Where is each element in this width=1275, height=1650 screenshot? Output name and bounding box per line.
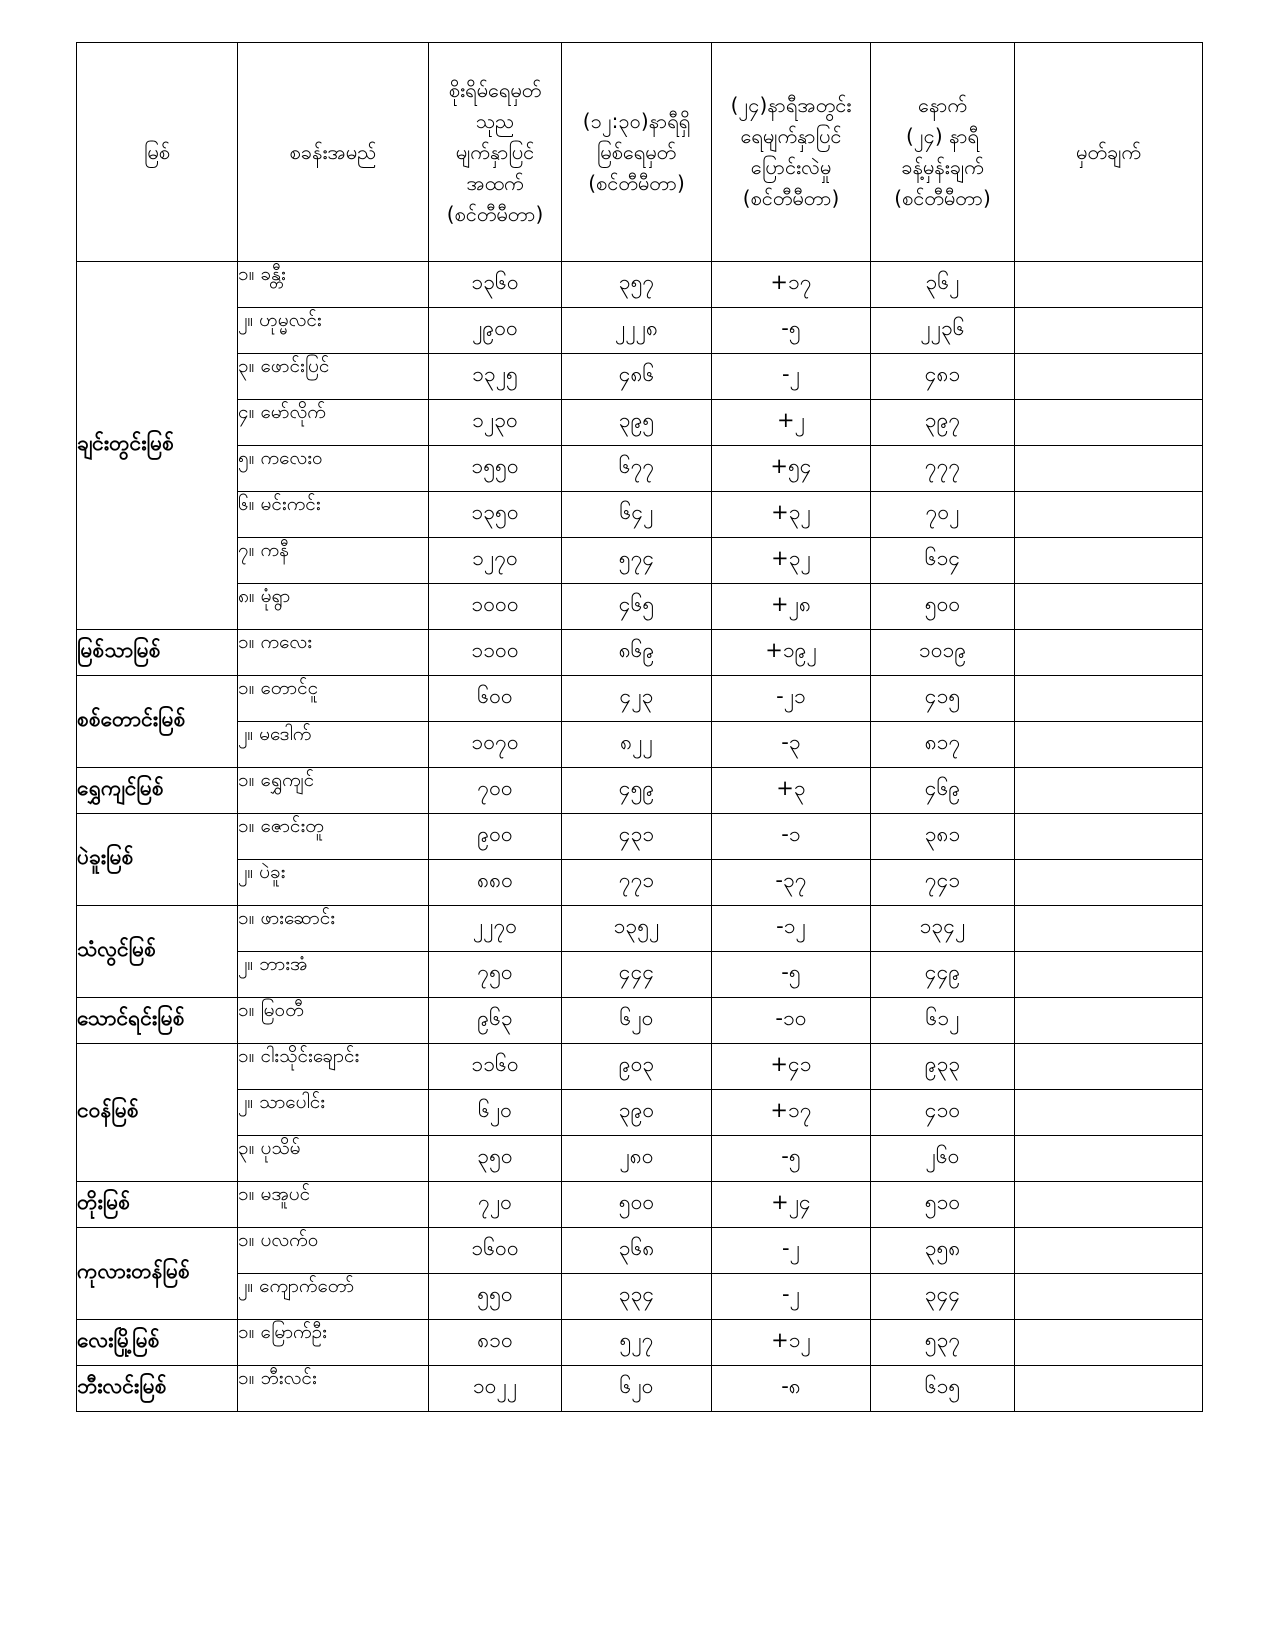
remarks-cell <box>1015 1320 1203 1366</box>
station-name: ၁။ ဘီးလင်း <box>238 1366 429 1412</box>
station-name: ၁။ ရွှေကျင် <box>238 768 429 814</box>
remarks-cell <box>1015 1090 1203 1136</box>
station-name: ၁။ ဇောင်းတူ <box>238 814 429 860</box>
level-change: +၂၈ <box>712 584 871 630</box>
forecast-level: ၇၀၂ <box>871 492 1015 538</box>
current-level: ၆၇၇ <box>562 446 712 492</box>
river-name: ချင်းတွင်းမြစ် <box>77 262 238 630</box>
level-change: +၁၉၂ <box>712 630 871 676</box>
danger-level: ၂၉၀၀ <box>429 308 562 354</box>
current-level: ၄၄၄ <box>562 952 712 998</box>
forecast-level: ၅၁၀ <box>871 1182 1015 1228</box>
level-change: -၈ <box>712 1366 871 1412</box>
river-name: ငဝန်မြစ် <box>77 1044 238 1182</box>
level-change: +၁၇ <box>712 262 871 308</box>
danger-level: ၁၃၆၀ <box>429 262 562 308</box>
danger-level: ၃၅၀ <box>429 1136 562 1182</box>
level-change: +၄၁ <box>712 1044 871 1090</box>
station-name: ၁။ ကလေး <box>238 630 429 676</box>
forecast-level: ၉၃၃ <box>871 1044 1015 1090</box>
remarks-cell <box>1015 354 1203 400</box>
station-name: ၁။ မြောက်ဦး <box>238 1320 429 1366</box>
danger-level: ၅၅၀ <box>429 1274 562 1320</box>
station-name: ၂။ ပဲခူး <box>238 860 429 906</box>
forecast-level: ၁၀၁၉ <box>871 630 1015 676</box>
remarks-cell <box>1015 1044 1203 1090</box>
remarks-cell <box>1015 584 1203 630</box>
level-change: +၁၇ <box>712 1090 871 1136</box>
level-change: -၁၂ <box>712 906 871 952</box>
danger-level: ၁၀၇၀ <box>429 722 562 768</box>
current-level: ၃၃၄ <box>562 1274 712 1320</box>
level-change: +၃၂ <box>712 538 871 584</box>
table-row <box>77 1228 1203 1274</box>
danger-level: ၉၆၃ <box>429 998 562 1044</box>
station-name: ၆။ မင်းကင်း <box>238 492 429 538</box>
remarks-cell <box>1015 1366 1203 1412</box>
level-change: +၅၄ <box>712 446 871 492</box>
remarks-cell <box>1015 1274 1203 1320</box>
danger-level: ၁၀၀၀ <box>429 584 562 630</box>
table-body <box>77 262 1203 1412</box>
forecast-level: ၄၁၅ <box>871 676 1015 722</box>
table-row <box>77 400 1203 446</box>
danger-level: ၁၆၀၀ <box>429 1228 562 1274</box>
river-name: မြစ်သာမြစ် <box>77 630 238 676</box>
river-name: ကုလားတန်မြစ် <box>77 1228 238 1320</box>
level-change: +၃ <box>712 768 871 814</box>
level-change: -၃၇ <box>712 860 871 906</box>
river-name: စစ်တောင်းမြစ် <box>77 676 238 768</box>
danger-level: ၁၀၂၂ <box>429 1366 562 1412</box>
remarks-cell <box>1015 722 1203 768</box>
remarks-cell <box>1015 492 1203 538</box>
remarks-cell <box>1015 814 1203 860</box>
remarks-cell <box>1015 1182 1203 1228</box>
danger-level: ၁၃၂၅ <box>429 354 562 400</box>
forecast-level: ၃၈၁ <box>871 814 1015 860</box>
level-change: +၂၄ <box>712 1182 871 1228</box>
table-row <box>77 722 1203 768</box>
station-name: ၂။ ဟုမ္မလင်း <box>238 308 429 354</box>
current-level: ၅၂၇ <box>562 1320 712 1366</box>
level-change: -၂၁ <box>712 676 871 722</box>
current-level: ၆၂၀ <box>562 1366 712 1412</box>
danger-level: ၇၅၀ <box>429 952 562 998</box>
remarks-cell <box>1015 630 1203 676</box>
table-row <box>77 492 1203 538</box>
station-name: ၂။ မဒေါက် <box>238 722 429 768</box>
river-name: သောင်ရင်းမြစ် <box>77 998 238 1044</box>
remarks-cell <box>1015 400 1203 446</box>
table-row <box>77 952 1203 998</box>
level-change: -၃ <box>712 722 871 768</box>
danger-level: ၈၁၀ <box>429 1320 562 1366</box>
remarks-cell <box>1015 446 1203 492</box>
danger-level: ၆၂၀ <box>429 1090 562 1136</box>
remarks-cell <box>1015 906 1203 952</box>
danger-level: ၇၀၀ <box>429 768 562 814</box>
table-row <box>77 262 1203 308</box>
station-name: ၁။ ငါးသိုင်းချောင်း <box>238 1044 429 1090</box>
forecast-level: ၆၁၂ <box>871 998 1015 1044</box>
table-row <box>77 1136 1203 1182</box>
level-change: -၂ <box>712 354 871 400</box>
remarks-cell <box>1015 1228 1203 1274</box>
current-level: ၈၂၂ <box>562 722 712 768</box>
station-name: ၄။ မော်လိုက် <box>238 400 429 446</box>
station-name: ၈။ မုံရွာ <box>238 584 429 630</box>
forecast-level: ၆၁၅ <box>871 1366 1015 1412</box>
station-name: ၇။ ကနီ <box>238 538 429 584</box>
current-level: ၆၄၂ <box>562 492 712 538</box>
table-row <box>77 1366 1203 1412</box>
level-change: -၂ <box>712 1274 871 1320</box>
level-change: -၂ <box>712 1228 871 1274</box>
header-station: စခန်းအမည် <box>238 43 429 262</box>
station-name: ၁။ ခန္တီး <box>238 262 429 308</box>
forecast-level: ၄၈၁ <box>871 354 1015 400</box>
station-name: ၁။ ပလက်ဝ <box>238 1228 429 1274</box>
station-name: ၁။ ဖားဆောင်း <box>238 906 429 952</box>
remarks-cell <box>1015 952 1203 998</box>
station-name: ၁။ မြဝတီ <box>238 998 429 1044</box>
table-row <box>77 1274 1203 1320</box>
current-level: ၆၂၀ <box>562 998 712 1044</box>
table-row <box>77 814 1203 860</box>
level-change: +၁၂ <box>712 1320 871 1366</box>
current-level: ၂၂၂၈ <box>562 308 712 354</box>
danger-level: ၆၀၀ <box>429 676 562 722</box>
station-name: ၁။ မအူပင် <box>238 1182 429 1228</box>
forecast-level: ၅၀၀ <box>871 584 1015 630</box>
current-level: ၃၅၇ <box>562 262 712 308</box>
river-level-table <box>76 42 1203 1412</box>
level-change: -၁၀ <box>712 998 871 1044</box>
station-name: ၁။ တောင်ငူ <box>238 676 429 722</box>
danger-level: ၇၂၀ <box>429 1182 562 1228</box>
table-row <box>77 354 1203 400</box>
current-level: ၄၅၉ <box>562 768 712 814</box>
table-row <box>77 1320 1203 1366</box>
header-danger-level: စိုးရိမ်ရေမှတ် သုည မျက်နှာပြင် အထက် (စင်တီမီတာ) <box>429 43 562 262</box>
remarks-cell <box>1015 768 1203 814</box>
river-name: သံလွင်မြစ် <box>77 906 238 998</box>
danger-level: ၉၀၀ <box>429 814 562 860</box>
table-row <box>77 1090 1203 1136</box>
forecast-level: ၃၄၄ <box>871 1274 1015 1320</box>
header-row <box>77 43 1203 262</box>
level-change: -၅ <box>712 1136 871 1182</box>
station-name: ၃။ ဖောင်းပြင် <box>238 354 429 400</box>
current-level: ၅၀၀ <box>562 1182 712 1228</box>
table-row <box>77 584 1203 630</box>
current-level: ၄၈၆ <box>562 354 712 400</box>
remarks-cell <box>1015 262 1203 308</box>
station-name: ၃။ ပုသိမ် <box>238 1136 429 1182</box>
danger-level: ၂၂၇၀ <box>429 906 562 952</box>
header-river: မြစ် <box>77 43 238 262</box>
river-name: ပဲခူးမြစ် <box>77 814 238 906</box>
forecast-level: ၈၁၇ <box>871 722 1015 768</box>
forecast-level: ၆၁၄ <box>871 538 1015 584</box>
river-name: တိုးမြစ် <box>77 1182 238 1228</box>
danger-level: ၁၂၃၀ <box>429 400 562 446</box>
remarks-cell <box>1015 1136 1203 1182</box>
current-level: ၅၇၄ <box>562 538 712 584</box>
table-row <box>77 1044 1203 1090</box>
forecast-level: ၅၃၇ <box>871 1320 1015 1366</box>
table-row <box>77 906 1203 952</box>
current-level: ၄၂၃ <box>562 676 712 722</box>
current-level: ၈၆၉ <box>562 630 712 676</box>
danger-level: ၁၁၀၀ <box>429 630 562 676</box>
danger-level: ၁၁၆၀ <box>429 1044 562 1090</box>
table-row <box>77 538 1203 584</box>
level-change: -၅ <box>712 952 871 998</box>
danger-level: ၁၅၅၀ <box>429 446 562 492</box>
header-forecast-24h: နောက် (၂၄) နာရီ ခန့်မှန်းချက် (စင်တီမီတာ) <box>871 43 1015 262</box>
current-level: ၄၆၅ <box>562 584 712 630</box>
table-row <box>77 860 1203 906</box>
level-change: +၂ <box>712 400 871 446</box>
forecast-level: ၃၆၂ <box>871 262 1015 308</box>
level-change: -၅ <box>712 308 871 354</box>
station-name: ၂။ ကျောက်တော် <box>238 1274 429 1320</box>
forecast-level: ၇၄၁ <box>871 860 1015 906</box>
header-remarks: မှတ်ချက် <box>1015 43 1203 262</box>
remarks-cell <box>1015 860 1203 906</box>
current-level: ၃၉၅ <box>562 400 712 446</box>
remarks-cell <box>1015 308 1203 354</box>
forecast-level: ၄၆၉ <box>871 768 1015 814</box>
river-name: ဘီးလင်းမြစ် <box>77 1366 238 1412</box>
current-level: ၇၇၁ <box>562 860 712 906</box>
remarks-cell <box>1015 676 1203 722</box>
danger-level: ၁၃၅၀ <box>429 492 562 538</box>
forecast-level: ၇၇၇ <box>871 446 1015 492</box>
forecast-level: ၂၆၀ <box>871 1136 1015 1182</box>
current-level: ၄၃၁ <box>562 814 712 860</box>
current-level: ၂၈၀ <box>562 1136 712 1182</box>
danger-level: ၈၈၀ <box>429 860 562 906</box>
level-change: -၁ <box>712 814 871 860</box>
remarks-cell <box>1015 998 1203 1044</box>
forecast-level: ၄၄၉ <box>871 952 1015 998</box>
header-change-24h: (၂၄)နာရီအတွင်း ရေမျက်နှာပြင် ပြောင်းလဲမှု (စင်တီမီတာ) <box>712 43 871 262</box>
current-level: ၁၃၅၂ <box>562 906 712 952</box>
header-current-level: (၁၂:၃၀)နာရီရှိ မြစ်ရေမှတ် (စင်တီမီတာ) <box>562 43 712 262</box>
table-row <box>77 998 1203 1044</box>
station-name: ၅။ ကလေးဝ <box>238 446 429 492</box>
table-row <box>77 1182 1203 1228</box>
current-level: ၃၆၈ <box>562 1228 712 1274</box>
forecast-level: ၄၁၀ <box>871 1090 1015 1136</box>
table-row <box>77 676 1203 722</box>
table-row <box>77 768 1203 814</box>
table-row <box>77 308 1203 354</box>
table-row <box>77 630 1203 676</box>
station-name: ၂။ သာပေါင်း <box>238 1090 429 1136</box>
current-level: ၉၀၃ <box>562 1044 712 1090</box>
river-name: ရွှေကျင်မြစ် <box>77 768 238 814</box>
forecast-level: ၁၃၄၂ <box>871 906 1015 952</box>
station-name: ၂။ ဘားအံ <box>238 952 429 998</box>
river-name: လေးမြို့မြစ် <box>77 1320 238 1366</box>
danger-level: ၁၂၇၀ <box>429 538 562 584</box>
table-row <box>77 446 1203 492</box>
level-change: +၃၂ <box>712 492 871 538</box>
current-level: ၃၉၀ <box>562 1090 712 1136</box>
forecast-level: ၃၉၇ <box>871 400 1015 446</box>
forecast-level: ၂၂၃၆ <box>871 308 1015 354</box>
remarks-cell <box>1015 538 1203 584</box>
forecast-level: ၃၅၈ <box>871 1228 1015 1274</box>
